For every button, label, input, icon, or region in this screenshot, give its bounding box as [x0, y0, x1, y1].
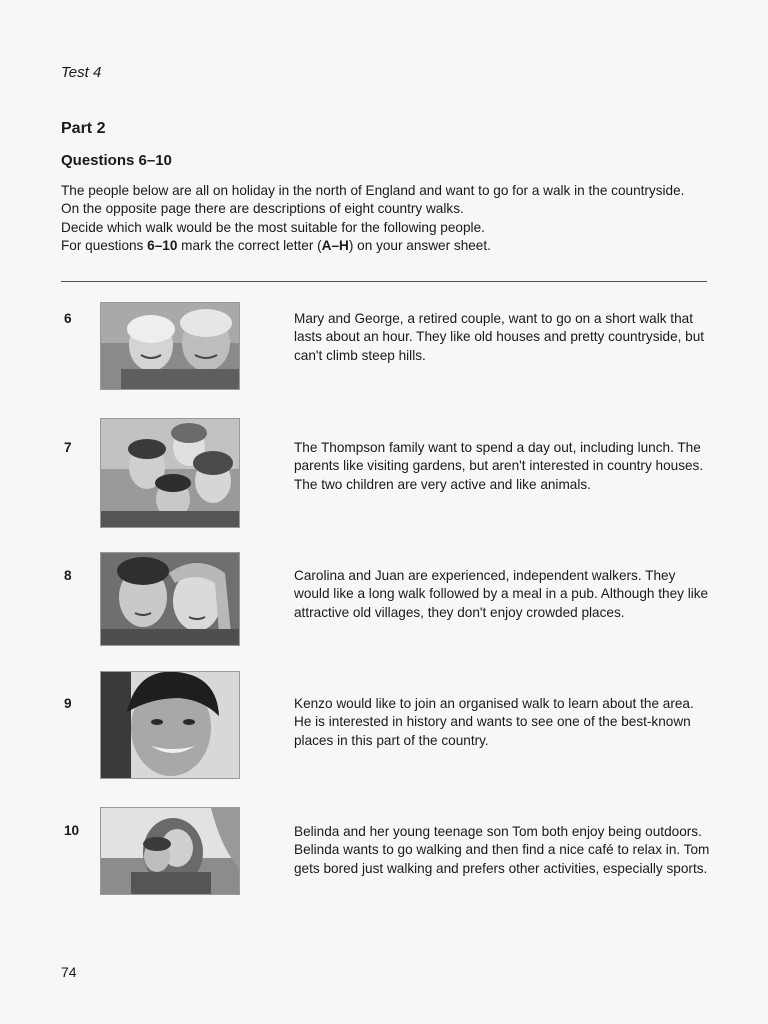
question-number: 10 [64, 823, 80, 838]
instruction-line [61, 237, 701, 255]
family-photo [100, 418, 240, 528]
instruction-line: Decide which walk would be the most suitable for the following people. [61, 219, 485, 235]
young-couple-photo [100, 552, 240, 646]
question-number: 8 [64, 568, 72, 583]
test-label: Test 4 [61, 64, 102, 81]
young-man-photo [100, 671, 240, 779]
retired-couple-photo [100, 302, 240, 390]
mother-and-son-photo [100, 807, 240, 895]
question-description: Carolina and Juan are experienced, independent walkers. They would like a long walk followed by a meal in a pub. Although they like attractive old villages, they don't enjoy crowded places. [294, 568, 709, 620]
question-number: 9 [64, 696, 72, 711]
question-description: Belinda and her young teenage son Tom both enjoy being outdoors. Belinda wants to go walking and then find a nice café to relax in. Tom gets bored just walking and prefers other activities, especially sports. [294, 824, 710, 876]
instructions [61, 182, 701, 255]
question-description: Kenzo would like to join an organised walk to learn about the area. He is interested in history and wants to see one of the best-known places in this part of the country. [294, 696, 694, 748]
divider [61, 281, 707, 282]
question-description: Mary and George, a retired couple, want to go on a short walk that lasts about an hour. They like old houses and pretty countryside, but can't climb steep hills. [294, 311, 705, 363]
question-number: 7 [64, 440, 72, 455]
instruction-text: ) on your answer sheet. [348, 237, 491, 253]
instruction-text: For questions [61, 237, 148, 253]
question-description: The Thompson family want to spend a day out, including lunch. The parents like visiting gardens, but aren't interested in country houses. The two children are very active and like animals. [294, 440, 704, 492]
question-number: 6 [64, 311, 72, 326]
instruction-text: mark the correct letter ( [177, 237, 322, 253]
page-number: 74 [61, 964, 77, 980]
questions-title: Questions 6–10 [61, 152, 172, 169]
part-title: Part 2 [61, 120, 106, 137]
question-range: 6–10 [147, 237, 178, 253]
instruction-line: On the opposite page there are descriptions of eight country walks. [61, 201, 464, 217]
letter-range: A–H [321, 237, 349, 253]
instruction-line: The people below are all on holiday in the north of England and want to go for a walk in the countryside. [61, 183, 685, 198]
